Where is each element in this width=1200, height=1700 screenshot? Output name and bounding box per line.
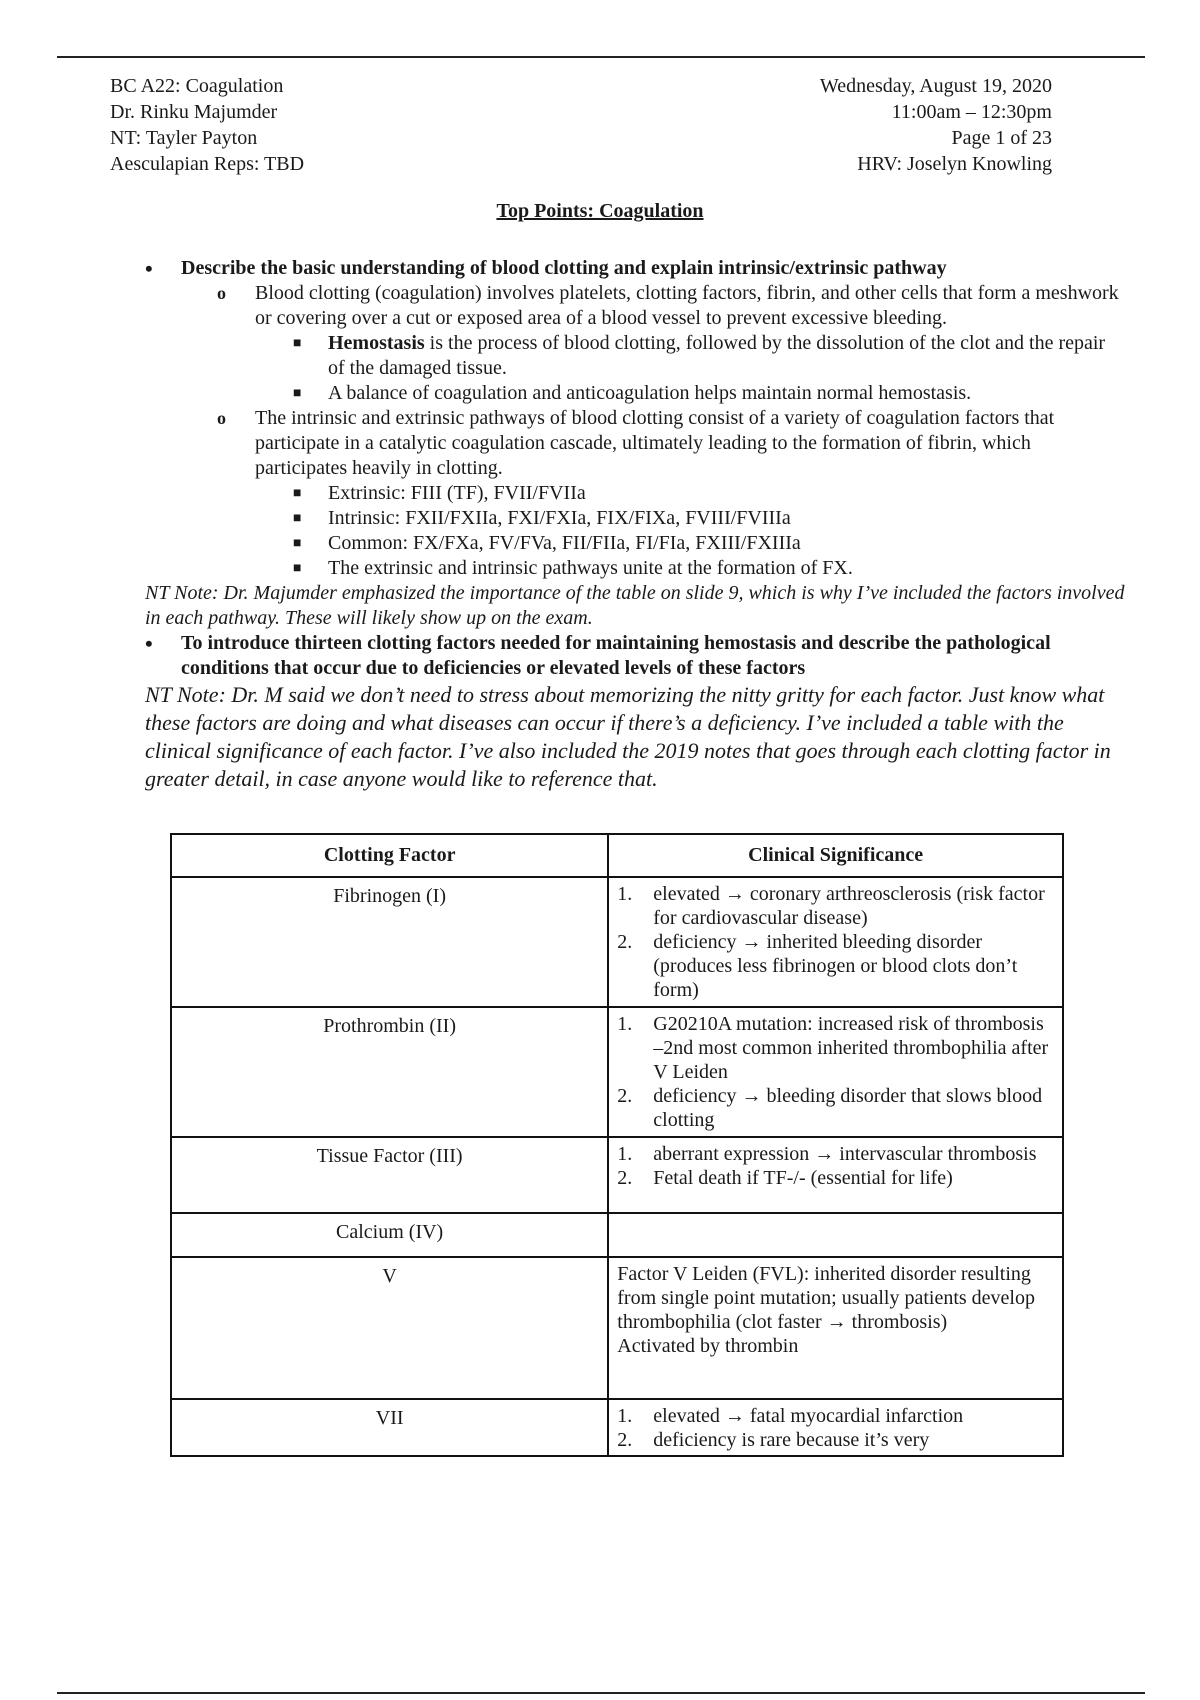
course-title: BC A22: Coagulation [110, 75, 284, 97]
clinical-significance [608, 1007, 1063, 1137]
factor-v-activation: Activated by thrombin [617, 1335, 799, 1357]
hrv-name: HRV: Joselyn Knowling [857, 153, 1052, 175]
point-blood-clotting: o Blood clotting (coagulation) involves platelets, clotting factors, fibrin, and other cells that form a meshwork or covering over a cut or exposed area of a blood vessel to prevent excessive bleeding. [217, 282, 1119, 329]
square-bullet-icon: ■ [293, 336, 302, 351]
square-bullet-icon: ■ [293, 386, 302, 401]
table-row [171, 1137, 1063, 1213]
header-right [820, 73, 1052, 177]
objective-1: • Describe the basic understanding of blood clotting and explain intrinsic/extrinsic pathway [145, 256, 947, 281]
square-bullet-icon: ■ [293, 561, 302, 576]
factor-name: V [171, 1257, 608, 1399]
nt-note-1: NT Note: Dr. Majumder emphasized the importance of the table on slide 9, which is why I’ve included the factors involved in each pathway. These will likely show up on the exam. [145, 582, 1125, 629]
list-item: 1. G20210A mutation: increased risk of thrombosis –2nd most common inherited thrombophilia after V Leiden [617, 1013, 1049, 1083]
column-header-significance: Clinical Significance [608, 834, 1063, 877]
point-pathways: o The intrinsic and extrinsic pathways of blood clotting consist of a variety of coagulation factors that participate in a catalytic coagulation cascade, ultimately leading to the formation of fibrin, which participates heavily in clotting. [217, 407, 1055, 479]
pathway-extrinsic: ■ Extrinsic: FIII (TF), FVII/FVIIa [293, 482, 586, 504]
pathway-unite: ■ The extrinsic and intrinsic pathways unite at the formation of FX. [293, 557, 853, 579]
lecture-date: Wednesday, August 19, 2020 [819, 75, 1052, 97]
factor-v-description: Factor V Leiden (FVL): inherited disorder resulting from single point mutation; usually patients develop thrombophilia (clot faster → thrombosis) [617, 1263, 1035, 1333]
list-item: 2. deficiency → bleeding disorder that slows blood clotting [617, 1085, 1043, 1131]
page-number: Page 1 of 23 [951, 127, 1052, 149]
factor-name: Calcium (IV) [171, 1213, 608, 1257]
lecture-time: 11:00am – 12:30pm [891, 101, 1052, 123]
nt-note-2: NT Note: Dr. M said we don’t need to stress about memorizing the nitty gritty for each factor. Just know what these factors are doing and what diseases can occur if there’s a deficiency. I’ve included a table with the clinical significance of each factor. I’ve also included the 2019 notes that goes through each clotting factor in greater detail, in case anyone would like to reference that. [145, 682, 1111, 791]
bullet-icon: • [145, 631, 153, 656]
aesculapian-reps: Aesculapian Reps: TBD [110, 153, 305, 175]
square-bullet-icon: ■ [293, 486, 302, 501]
page-title: Top Points: Coagulation [496, 200, 704, 222]
factor-name: Fibrinogen (I) [171, 877, 608, 1007]
top-points-content [145, 256, 1125, 793]
factor-name: Tissue Factor (III) [171, 1137, 608, 1213]
clinical-significance [608, 1137, 1063, 1213]
sub-balance: ■ A balance of coagulation and anticoagulation helps maintain normal hemostasis. [293, 382, 972, 404]
clotting-factor-table [170, 833, 1064, 1457]
circle-bullet-icon: o [217, 283, 226, 303]
table-header-row [171, 834, 1063, 877]
clinical-significance [608, 877, 1063, 1007]
pathway-intrinsic: ■ Intrinsic: FXII/FXIIa, FXI/FXIa, FIX/FIXa, FVIII/FVIIIa [293, 507, 791, 529]
lecturer-name: Dr. Rinku Majumder [110, 101, 278, 123]
square-bullet-icon: ■ [293, 511, 302, 526]
sub-hemostasis: ■ Hemostasis is the process of blood clotting, followed by the dissolution of the clot and the repair of the damaged tissue. [293, 332, 1106, 379]
notetaker-name: NT: Tayler Payton [110, 127, 258, 149]
list-item: 1. aberrant expression → intervascular thrombosis [617, 1143, 1037, 1165]
table-row [171, 1213, 1063, 1257]
table-row [171, 877, 1063, 1007]
list-item: 2. deficiency → inherited bleeding disorder (produces less fibrinogen or blood clots don’t form) [617, 931, 1018, 1001]
table-row [171, 1007, 1063, 1137]
list-item: 1. elevated → fatal myocardial infarction [617, 1405, 964, 1427]
square-bullet-icon: ■ [293, 536, 302, 551]
pathway-common: ■ Common: FX/FXa, FV/FVa, FII/FIIa, FI/FIa, FXIII/FXIIIa [293, 532, 801, 554]
objective-2: • To introduce thirteen clotting factors needed for maintaining hemostasis and describe the pathological conditions that occur due to deficiencies or elevated levels of these factors [145, 631, 1051, 679]
top-rule [57, 56, 1145, 58]
clinical-significance [608, 1257, 1063, 1399]
column-header-factor: Clotting Factor [171, 834, 608, 877]
list-item: 2. deficiency is rare because it’s very [617, 1429, 930, 1451]
circle-bullet-icon: o [217, 408, 226, 428]
factor-name: VII [171, 1399, 608, 1456]
list-item: 2. Fetal death if TF-/- (essential for life) [617, 1167, 953, 1189]
bullet-icon: • [145, 256, 153, 281]
factor-name: Prothrombin (II) [171, 1007, 608, 1137]
header-left [110, 73, 304, 177]
clinical-significance [608, 1213, 1063, 1257]
clinical-significance [608, 1399, 1063, 1456]
table-row [171, 1399, 1063, 1456]
list-item: 1. elevated → coronary arthreosclerosis (risk factor for cardiovascular disease) [617, 883, 1045, 929]
table-row [171, 1257, 1063, 1399]
bottom-rule [57, 1692, 1145, 1694]
